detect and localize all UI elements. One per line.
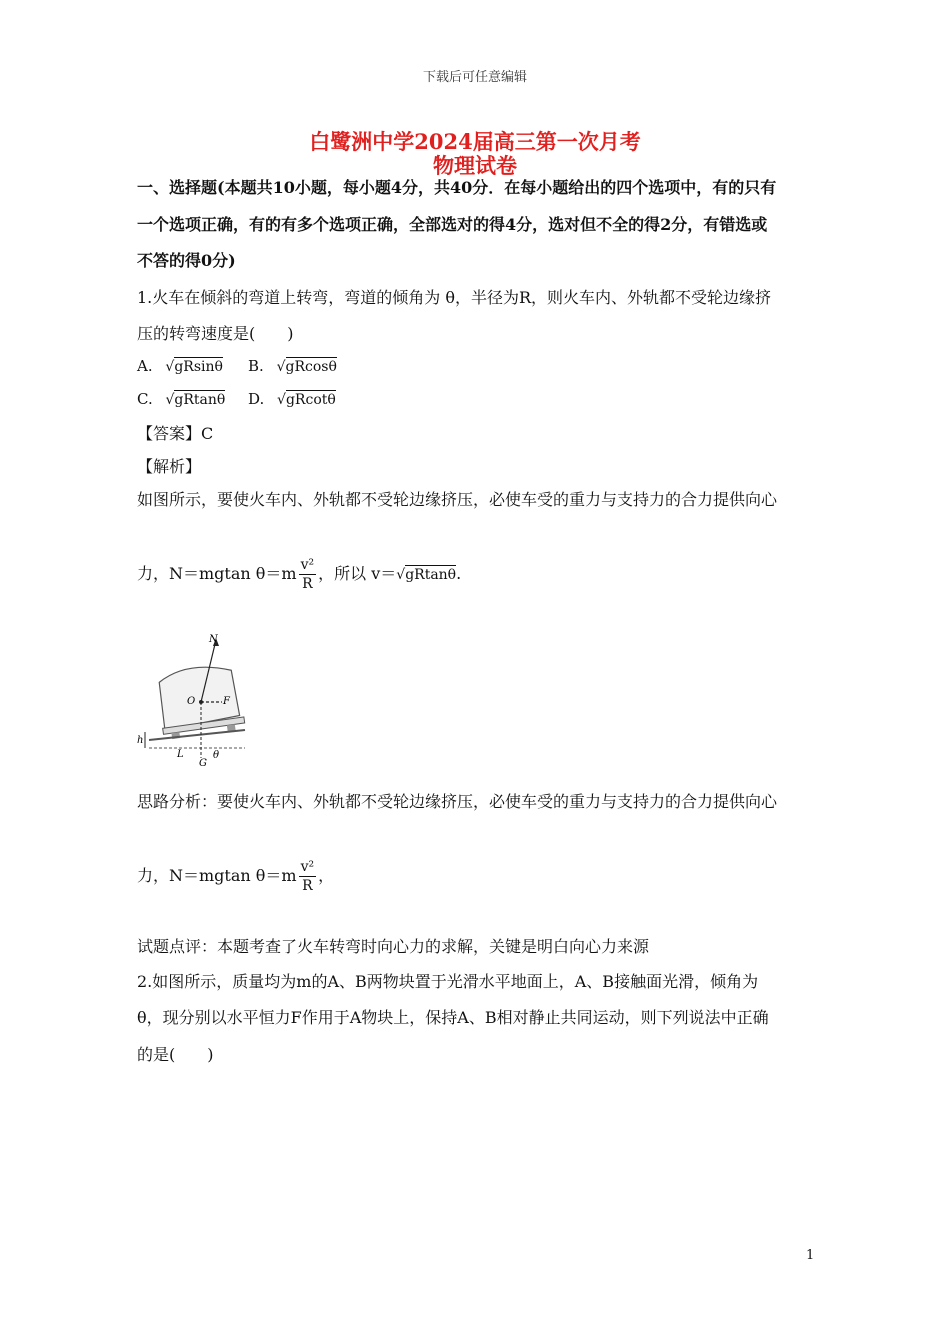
sqrt-expression: √gRtanθ	[396, 567, 457, 583]
fraction-v2-over-r: $\frac{\text{v²}}{R}$	[300, 557, 315, 592]
train-banking-figure	[137, 630, 247, 770]
label-g: G	[199, 758, 207, 769]
sqrt-expression: √gRcotθ	[277, 392, 336, 408]
section-instructions-line3: 不答的得0分)	[137, 251, 236, 270]
sqrt-expression: √gRtanθ	[165, 392, 226, 408]
page-number: 1	[806, 1248, 815, 1263]
equation-prefix: 力，N＝mgtan θ＝m	[137, 866, 297, 885]
exam-subtitle: 物理试卷	[433, 153, 517, 178]
sqrt-expression: √gRcosθ	[276, 359, 337, 375]
q2-stem-line3: 的是( )	[137, 1045, 214, 1064]
label-f: F	[223, 696, 230, 707]
sqrt-expression: √gRsinθ	[165, 359, 223, 375]
option-key: A.	[137, 357, 153, 375]
q1-answer: 【答案】C	[137, 424, 214, 443]
label-h: h	[137, 735, 144, 746]
label-l: L	[177, 749, 184, 760]
q1-option-a	[137, 357, 223, 375]
q1-idea-equation	[137, 858, 334, 895]
label-n: N	[209, 634, 218, 645]
section-instructions-line2: 一个选项正确，有的有多个选项正确，全部选对的得4分，选对但不全的得2分，有错选或	[137, 215, 768, 234]
q1-stem-line2: 压的转弯速度是( )	[137, 324, 294, 343]
q1-option-d	[248, 390, 336, 408]
equation-suffix: ，	[318, 866, 335, 885]
q1-analysis-equation	[137, 556, 461, 593]
q1-option-b	[248, 357, 337, 375]
q2-stem-line2: θ，现分别以水平恒力F作用于A物块上，保持A、B相对静止共同运动，则下列说法中正确	[137, 1008, 769, 1027]
q1-comment: 试题点评：本题考查了火车转弯时向心力的求解，关键是明白向心力来源	[137, 937, 650, 956]
q1-idea-line1: 思路分析：要使火车内、外轨都不受轮边缘挤压，必使车受的重力与支持力的合力提供向心	[137, 792, 778, 811]
page-header: 下载后可任意编辑	[422, 70, 527, 85]
center-point	[199, 700, 203, 704]
q1-analysis-line1: 如图所示，要使火车内、外轨都不受轮边缘挤压，必使车受的重力与支持力的合力提供向心	[137, 490, 778, 509]
option-key: B.	[248, 357, 264, 375]
option-key: C.	[137, 390, 153, 408]
label-o: O	[187, 696, 196, 707]
q1-stem-line1: 1.火车在倾斜的弯道上转弯，弯道的倾角为 θ，半径为R，则火车内、外轨都不受轮边缘挤	[137, 288, 772, 307]
exam-title: 白鹭洲中学2024届高三第一次月考	[309, 129, 641, 154]
q2-stem-line1: 2.如图所示，质量均为m的A、B两物块置于光滑水平地面上，A、B接触面光滑，倾角为	[137, 972, 759, 991]
equation-suffix: ，所以 v＝	[318, 564, 397, 583]
equation-prefix: 力，N＝mgtan θ＝m	[137, 564, 297, 583]
section-instructions-line1: 一、选择题(本题共10小题，每小题4分，共40分．在每小题给出的四个选项中，有的只有	[137, 178, 777, 197]
q1-option-c	[137, 390, 225, 408]
fraction-v2-over-r: $\frac{\text{v²}}{R}$	[300, 859, 315, 894]
option-key: D.	[248, 390, 265, 408]
equation-end: .	[456, 564, 462, 583]
q1-analysis-head: 【解析】	[137, 457, 202, 476]
label-theta: θ	[213, 750, 220, 761]
